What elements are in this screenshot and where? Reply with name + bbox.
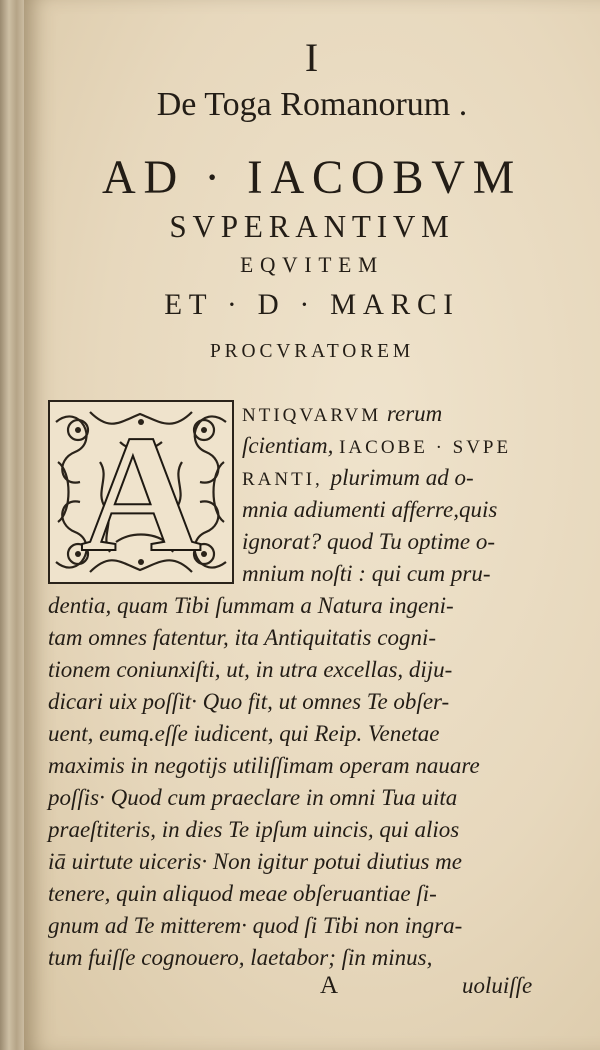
text-line-12: maximis in negotijs utiliſſimam operam nauare — [48, 753, 480, 778]
text-line-14: praeſtiteris, in dies Te ipſum uincis, qui alios — [48, 817, 460, 842]
title-line-1: AD · IACOBVM — [102, 151, 522, 204]
text-line-1 — [242, 402, 442, 425]
text-line-18: tum fuiſſe cognouero, laetabor; ſin minus, — [48, 945, 433, 970]
text-line-13: poſſis· Quod cum praeclare in omni Tua uita — [48, 785, 458, 810]
text-line-15: iā uirtute uiceris· Non igitur potui diutius me — [48, 849, 462, 874]
text-line-1-smallcaps: NTIQVARVM — [242, 405, 382, 426]
text-line-1-italic: rerum — [381, 401, 443, 426]
text-line-9: tionem coniunxiſti, ut, in utra excellas, diju- — [48, 657, 453, 682]
title-line-4: ET · D · MARCI — [164, 288, 460, 321]
text-line-11: uent, eumq.eſſe iudicent, qui Reip. Venetae — [48, 721, 440, 746]
title-line-5: PROCVRATOREM — [209, 340, 415, 362]
decorated-initial — [48, 400, 234, 584]
text-line-4: mnia adiumenti afferre,quis — [242, 497, 498, 522]
text-line-2-italic: ſcientiam, — [242, 433, 340, 458]
text-line-3-smallcaps: RANTI, — [242, 469, 331, 490]
text-line-6: mnium noſti : qui cum pru- — [242, 561, 491, 586]
text-line-2 — [242, 434, 511, 457]
signature-mark: A — [320, 972, 339, 999]
text-line-8: tam omnes fatentur, ita Antiquitatis cogni- — [48, 625, 437, 650]
text-line-5: ignorat? quod Tu optime o- — [242, 529, 496, 554]
text-line-7: dentia, quam Tibi ſummam a Natura ingeni- — [48, 593, 454, 618]
title-line-2: SVPERANTIVM — [169, 208, 455, 244]
running-head: De Toga Romanorum . — [156, 86, 468, 123]
catchword: uoluiſſe — [462, 973, 533, 998]
text-line-16: tenere, quin aliquod meae obſeruantiae ſi- — [48, 881, 437, 906]
text-line-2-smallcaps: IACOBE · SVPE — [339, 437, 512, 458]
text-line-17: gnum ad Te mitterem· quod ſi Tibi non ingra- — [48, 913, 463, 938]
text-line-3 — [242, 466, 474, 489]
book-page — [24, 0, 600, 1050]
folio-number: I — [304, 35, 320, 80]
title-line-3: EQVITEM — [240, 252, 384, 277]
initial-letter: A — [80, 401, 202, 584]
text-line-10: dicari uix poſſit· Quo fit, ut omnes Te obſer- — [48, 689, 450, 714]
text-line-3-italic: plurimum ad o- — [330, 465, 474, 490]
